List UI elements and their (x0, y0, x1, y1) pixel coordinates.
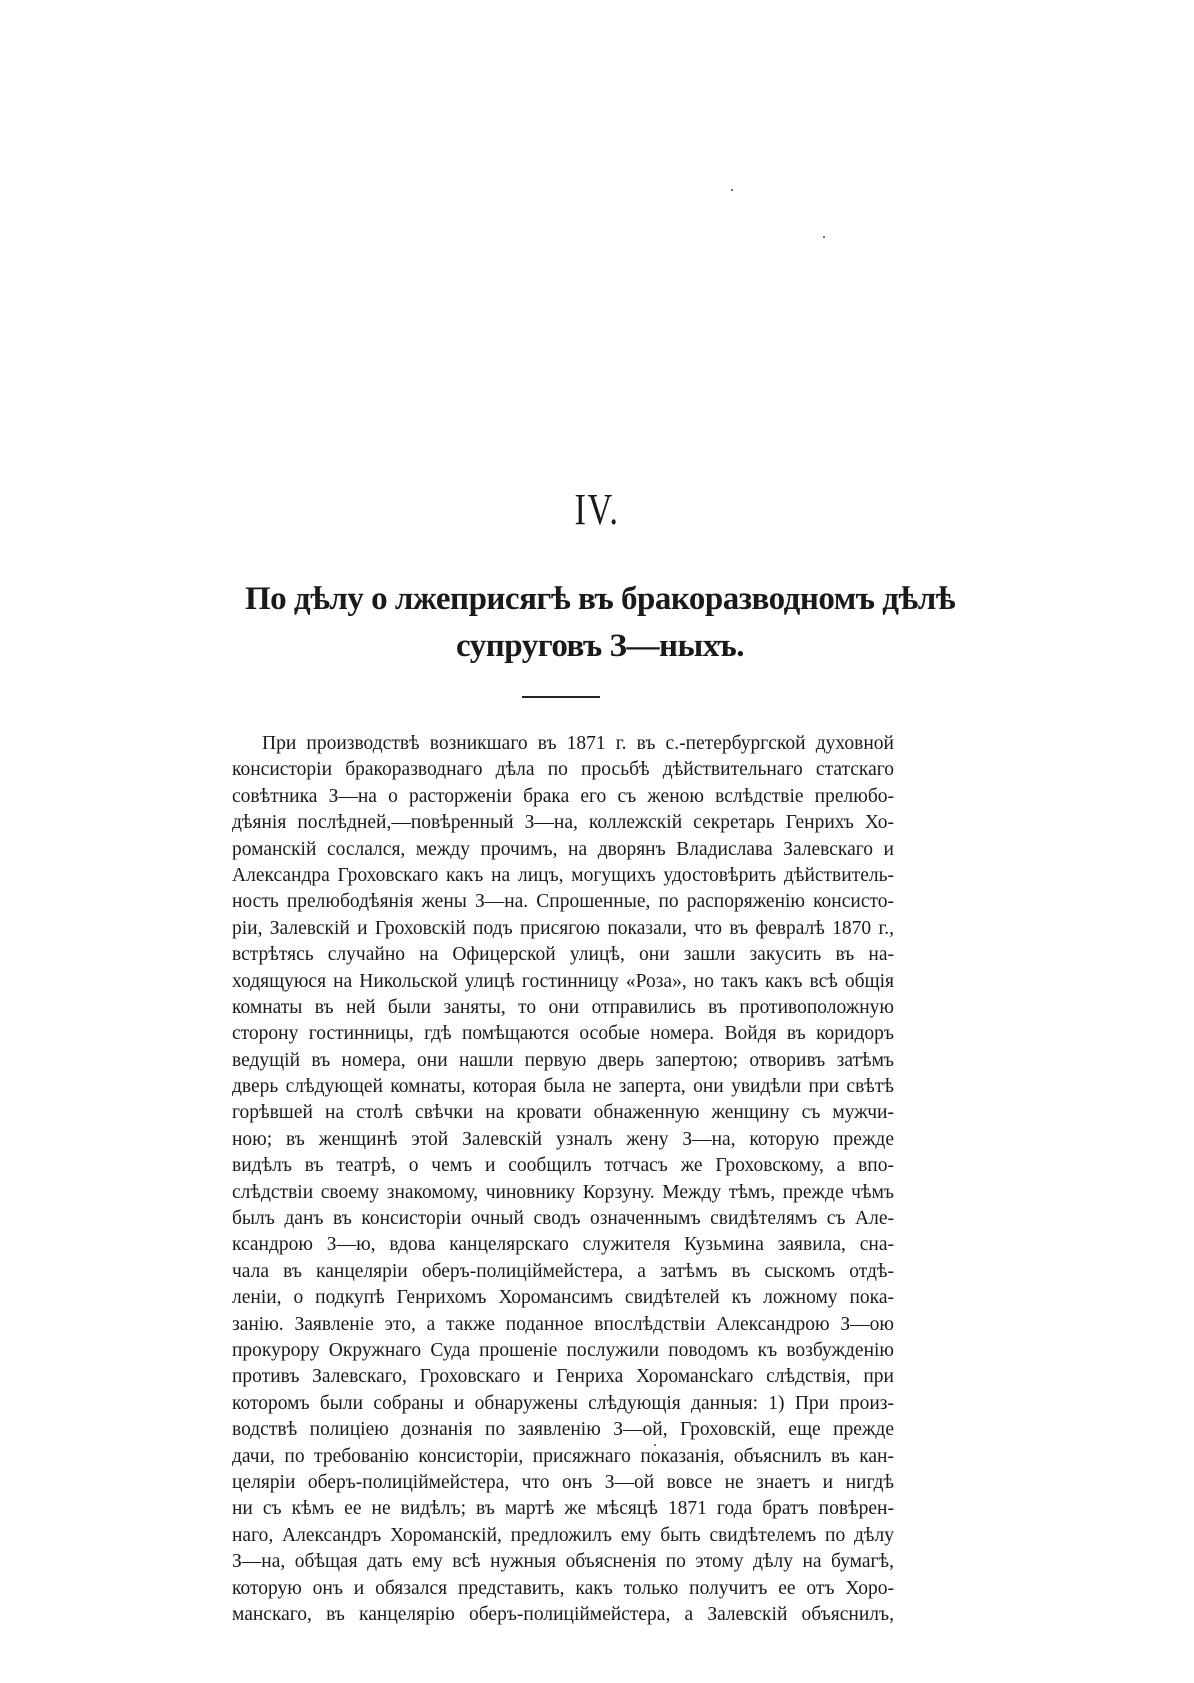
text-line: консисторіи бракоразводнаго дѣла по просьбѣ дѣйствительнаго статскаго (232, 759, 894, 781)
text-line: ни съ кѣмъ ее не видѣлъ; въ мартѣ же мѣсяцѣ 1871 года братъ повѣрен- (232, 1498, 894, 1520)
chapter-number: IV. (574, 485, 620, 534)
text-line: ходящуюся на Никольской улицѣ гостинницу «Роза», но такъ какъ всѣ общія (232, 970, 894, 992)
text-line: которую онъ и обязался представить, какъ только получитъ ее отъ Хоро- (232, 1577, 894, 1599)
text-line: наго, Александръ Хороманскій, предложилъ ему быть свидѣтелемъ по дѣлу (232, 1524, 894, 1546)
text-line: прокурору Окружнаго Суда прошеніе послужили поводомъ къ возбужденію (232, 1339, 894, 1361)
text-line: ною; въ женщинѣ этой Залевскій узналъ жену З—на, которую прежде (232, 1128, 894, 1150)
text-line: былъ данъ въ консисторіи очный сводъ означеннымъ свидѣтелямъ съ Але- (232, 1208, 894, 1230)
text-line: манскаго, въ канцелярію оберъ-полиціймейстера, а Залевскій объяснилъ, (232, 1603, 894, 1625)
body-paragraph (232, 731, 894, 1628)
text-line: занію. Заявленіе это, а также поданное впослѣдствіи Александрою З—ою (232, 1313, 894, 1335)
text-line: леніи, о подкупѣ Генрихомъ Хоромансимъ свидѣтелей къ ложному пока- (232, 1287, 894, 1309)
chapter-title (210, 576, 990, 670)
print-speck (823, 236, 825, 238)
text-line: встрѣтясь случайно на Офицерской улицѣ, они зашли закусить въ на- (232, 944, 894, 966)
text-line: ксандрою З—ю, вдова канцелярскаго служителя Кузьмина заявила, сна- (232, 1234, 894, 1256)
text-line: ведущій въ номера, они нашли первую дверь запертою; отворивъ затѣмъ (232, 1049, 894, 1071)
text-line: целяріи оберъ-полиціймейстера, что онъ З—ой вовсе не знаетъ и нигдѣ (232, 1471, 894, 1493)
text-line: сторону гостинницы, гдѣ помѣщаются особые номера. Войдя въ коридоръ (232, 1023, 894, 1045)
text-line: чала въ канцеляріи оберъ-полиціймейстера, а затѣмъ въ сыскомъ отдѣ- (232, 1260, 894, 1282)
chapter-title-line: супруговъ З—ныхъ. (456, 628, 744, 664)
text-line: дверь слѣдующей комнаты, которая была не заперта, они увидѣли при свѣтѣ (232, 1076, 894, 1098)
text-line: Александра Гроховскаго какъ на лицъ, могущихъ удостовѣрить дѣйствитель- (232, 864, 894, 886)
text-line: дѣянія послѣдней,—повѣренный З—на, коллежскій секретарь Генрихъ Хо- (232, 812, 894, 834)
text-line: романскій сослался, между прочимъ, на дворянъ Владислава Залевскаго и (232, 838, 894, 860)
print-speck (731, 189, 733, 191)
text-line: ріи, Залевскій и Гроховскій подъ присягою показали, что въ февралѣ 1870 г., (232, 917, 894, 939)
text-line: видѣлъ въ театрѣ, о чемъ и сообщилъ тотчасъ же Гроховскому, а впо- (232, 1155, 894, 1177)
title-divider (522, 696, 600, 698)
text-line: слѣдствіи своему знакомому, чиновнику Корзуну. Между тѣмъ, прежде чѣмъ (232, 1181, 894, 1203)
text-line: З—на, обѣщая дать ему всѣ нужныя объясненія по этому дѣлу на бумагѣ, (232, 1551, 894, 1573)
chapter-title-line: По дѣлу о лжеприсягѣ въ бракоразводномъ дѣлѣ (244, 581, 956, 617)
text-line: водствѣ полиціею дознанія по заявленію З—ой, Гроховскій, еще прежде (232, 1419, 894, 1441)
text-line: которомъ были собраны и обнаружены слѣдующія данныя: 1) При произ- (232, 1392, 894, 1414)
text-line: ность прелюбодѣянія жены З—на. Спрошенные, по распоряженію консисто- (232, 891, 894, 913)
text-line: противъ Залевскаго, Гроховскаго и Генриха Хоромансkаго слѣдствія, при (232, 1366, 894, 1388)
text-line: дачи, по требованію консисторіи, присяжнаго показанія, объяснилъ въ кан- (232, 1445, 894, 1467)
text-line: горѣвшей на столѣ свѣчки на кровати обнаженную женщину съ мужчи- (232, 1102, 894, 1124)
text-line: При производствѣ возникшаго въ 1871 г. въ с.-петербургской духовной (262, 733, 894, 754)
text-line: совѣтника З—на о расторженіи брака его съ женою вслѣдствіе прелюбо- (232, 785, 894, 807)
text-line: комнаты въ ней были заняты, то они отправились въ противоположную (232, 996, 894, 1018)
